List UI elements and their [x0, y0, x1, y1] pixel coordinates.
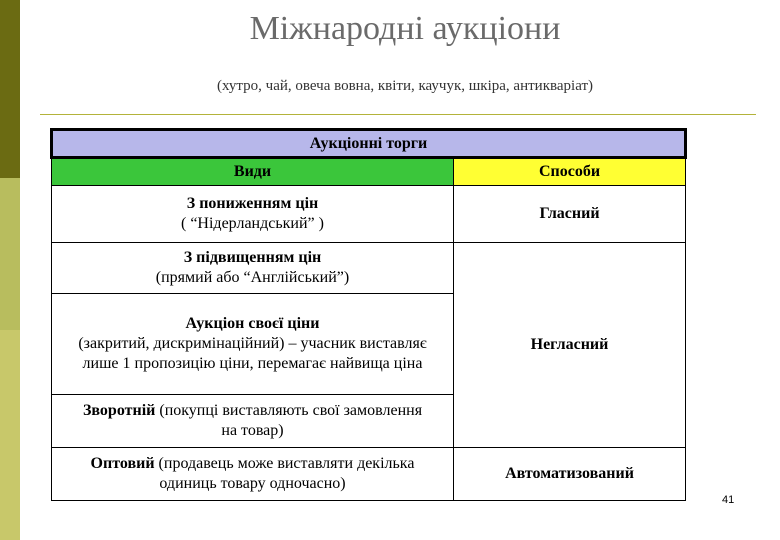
method-cell-automated: Автоматизований [454, 448, 686, 501]
decor-strip-bottom [0, 330, 20, 540]
type-cell-sealed-bid [52, 294, 454, 395]
type-desc: (покупці виставляють свої замовлення на товар) [155, 402, 423, 439]
method-cell-sealed: Негласний [454, 243, 686, 448]
auction-table [50, 128, 687, 501]
type-cell-reverse [52, 395, 454, 448]
column-header-types: Види [52, 158, 454, 186]
table-columns-row [52, 158, 686, 186]
type-title: З пониженням цін [186, 195, 319, 212]
type-cell-english [52, 243, 454, 294]
method-cell-public: Гласний [454, 186, 686, 243]
column-header-methods: Способи [454, 158, 686, 186]
type-desc: (прямий або “Англійський”) [155, 269, 350, 286]
type-desc: (продавець може виставляти декілька одиниць товару одночасно) [154, 455, 415, 492]
title-divider [40, 114, 756, 115]
table-row [52, 243, 686, 294]
type-desc: (закритий, дискримінаційний) – учасник виставляє лише 1 пропозицію ціни, перемагає найвища ціна [78, 335, 427, 372]
decor-strip-middle [0, 178, 20, 330]
table-header-row [52, 130, 686, 158]
slide-subtitle: (хутро, чай, овеча вовна, квіти, каучук, шкіра, антикваріат) [216, 78, 594, 94]
type-title: Зворотній [82, 402, 156, 419]
type-desc: ( “Нідерландський” ) [181, 215, 324, 232]
slide-title: Міжнародні аукціони [249, 10, 561, 47]
type-title: Оптовий [90, 455, 155, 472]
type-cell-dutch [52, 186, 454, 243]
type-cell-wholesale [52, 448, 454, 501]
table-row [52, 448, 686, 501]
page-number: 41 [722, 494, 735, 506]
table-row [52, 186, 686, 243]
table-header: Аукціонні торги [52, 130, 686, 158]
type-title: Аукціон своєї ціни [185, 315, 320, 332]
type-title: З підвищенням цін [183, 249, 322, 266]
